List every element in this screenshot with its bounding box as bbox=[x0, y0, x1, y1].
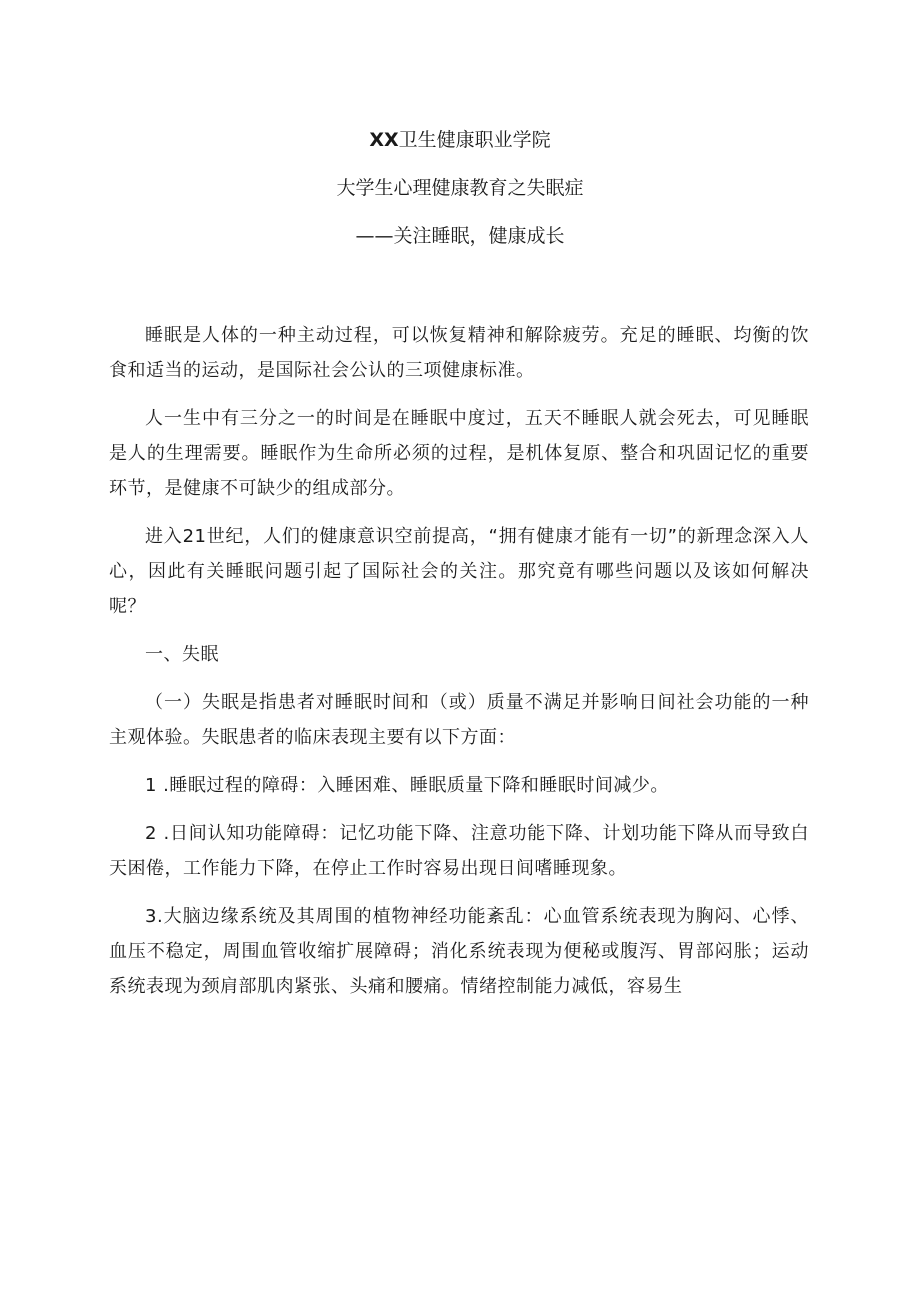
institution-title bbox=[0, 126, 920, 154]
paragraph-sleep-need: 人一生中有三分之一的时间是在睡眠中度过，五天不睡眠人就会死去，可见睡眠是人的生理需要。睡眠作为生命所必须的过程，是机体复原、整合和巩固记忆的重要环节，是健康不可缺少的组成部分。 bbox=[109, 408, 809, 499]
paragraph-21st-century: 进入21世纪，人们的健康意识空前提高，“拥有健康才能有一切”的新理念深入人心，因此有关睡眠问题引起了国际社会的关注。那究竟有哪些问题以及该如何解决呢？ bbox=[109, 526, 809, 617]
document-title: 大学生心理健康教育之失眠症 bbox=[336, 177, 584, 199]
paragraph-definition: （一）失眠是指患者对睡眠时间和（或）质量不满足并影响日间社会功能的一种主观体验。失眠患者的临床表现主要有以下方面： bbox=[109, 692, 809, 748]
body-text bbox=[109, 318, 809, 1004]
institution-name: 卫生健康职业学院 bbox=[398, 129, 551, 151]
paragraph-intro: 睡眠是人体的一种主动过程，可以恢复精神和解除疲劳。充足的睡眠、均衡的饮食和适当的运动，是国际社会公认的三项健康标准。 bbox=[109, 325, 809, 381]
list-item-3: 3.大脑边缘系统及其周围的植物神经功能紊乱：心血管系统表现为胸闷、心悸、血压不稳定，周围血管收缩扩展障碍；消化系统表现为便秘或腹泻、胃部闷胀；运动系统表现为颈肩部肌肉紧张、头痛和腰痛。情绪控制能力减低，容易生 bbox=[109, 906, 809, 997]
title-block bbox=[0, 126, 920, 270]
list-item-2: 2 .日间认知功能障碍：记忆功能下降、注意功能下降、计划功能下降从而导致白天困倦，工作能力下降，在停止工作时容易出现日间嗜睡现象。 bbox=[109, 823, 809, 879]
document-subtitle: ——关注睡眠，健康成长 bbox=[355, 225, 565, 247]
section-heading-insomnia: 一、失眠 bbox=[145, 644, 219, 665]
institution-prefix: XX bbox=[369, 129, 399, 151]
list-item-1: 1 .睡眠过程的障碍：入睡困难、睡眠质量下降和睡眠时间减少。 bbox=[145, 775, 669, 796]
